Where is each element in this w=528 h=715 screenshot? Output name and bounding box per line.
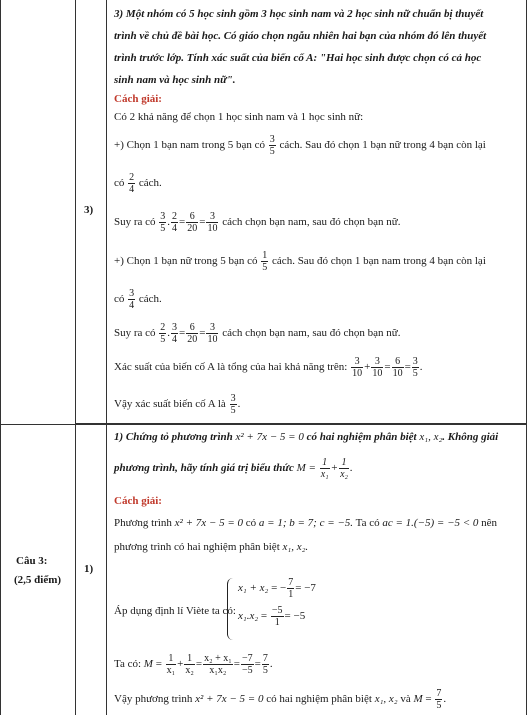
roots: x₁, x₂. xyxy=(282,541,309,553)
fraction-1-5: $\frac{1}{5}$ xyxy=(262,250,268,273)
q3-sol-line4-text: Ta có: xyxy=(114,658,142,671)
problem-3-line4: sinh nam và học sinh nữ". xyxy=(114,74,236,86)
question-points: (2,5 điểm) xyxy=(14,574,62,586)
q3-problem2-text-a: phương trình, hãy tính giá trị biểu thức xyxy=(114,462,294,475)
table-border-right xyxy=(526,0,527,715)
q3-sol-line2-text: phương trình có hai nghiệm phân biệt xyxy=(114,541,280,553)
fraction: $\frac{3}{10}$ xyxy=(207,211,218,234)
sol3-line9: Vậy xác suất biến cố A là $\frac{3}{5}$ . xyxy=(114,393,241,416)
fraction: $\frac{3}{5}$ xyxy=(412,356,418,379)
table-divider-2 xyxy=(106,0,107,715)
equation: x² + 7x − 5 = 0 xyxy=(174,517,244,529)
q3-sol-line5-b: có hai nghiệm phân biệt xyxy=(266,693,372,706)
q3-problem-text-a: 1) Chứng tỏ phương trình xyxy=(114,431,233,443)
fraction-3-4: $\frac{3}{4}$ xyxy=(129,288,135,311)
table-border-left xyxy=(0,0,1,715)
q3-problem-text-b: có hai nghiệm phân biệt xyxy=(306,431,417,443)
q3-sol-line5-c: và xyxy=(400,693,411,706)
sol3-line5 xyxy=(114,250,522,273)
sol3-line6 xyxy=(114,288,522,311)
roots: x₁, x₂ xyxy=(419,431,443,443)
equation: x² + 7x − 5 = 0 xyxy=(195,693,264,706)
q3-sol-line1-c: Ta có xyxy=(355,517,380,529)
fraction: $\frac{3}{5}$ xyxy=(160,211,166,234)
sol3-line7: Suy ra có $\frac{2}{5}$ . $\frac{3}{4}$ = $\frac{6}{20}$ = $\frac{3}{10}$ cách chọn bạn nam, sau đó chọn bạn nữ. xyxy=(114,322,401,345)
problem-3-line1: 3) Một nhóm có 5 học sinh gồm 3 học sinh nam và 2 học sinh nữ chuẩn bị thuyết xyxy=(114,8,484,20)
q3-problem-line1 xyxy=(114,427,522,447)
fraction-2-4: $\frac{2}{4}$ xyxy=(129,172,135,195)
part-label-3: 3) xyxy=(84,204,94,216)
table-divider-1 xyxy=(75,0,76,715)
sol3-line2-text-a: +) Chọn 1 bạn nam trong 5 bạn có xyxy=(114,139,266,152)
vieta-product: x₁.x₂ = $\frac{-5}{1}$ = −5 xyxy=(238,604,306,628)
sol3-line3-text-b: cách. xyxy=(138,177,162,190)
q3-sol-line2 xyxy=(114,537,522,557)
q3-sol-line1 xyxy=(114,513,522,533)
vieta-system xyxy=(238,574,316,630)
q3-sol-line5: Vậy phương trình x² + 7x − 5 = 0 có hai nghiệm phân biệt x₁, x₂ và M = $\frac{7}{5}$ . xyxy=(114,688,447,711)
problem-3-line2: trình về chủ đề bài học. Có giáo chọn ngẫu nhiên hai bạn của nhóm đó lên thuyết xyxy=(114,30,487,42)
solution-heading-q3: Cách giải: xyxy=(114,495,162,507)
equation: x² + 7x − 5 = 0 xyxy=(235,431,304,443)
q3-sol-line1-a: Phương trình xyxy=(114,517,172,529)
sol3-line7-text-a: Suy ra có xyxy=(114,327,156,340)
coefficients: a = 1; b = 7; c = −5. xyxy=(258,517,354,529)
sol3-line5-text-a: +) Chọn 1 bạn nữ trong 5 bạn có xyxy=(114,255,258,268)
sol3-line8: Xác suất của biến cố A là tổng của hai khả năng trên: $\frac{3}{10}$ + $\frac{3}{10}$ = $\frac{6}{10}$ = $\frac{3}{5}$ . xyxy=(114,356,423,379)
expression-m: M = $\frac{1}{\text{x₁}}$ + $\frac{1}{\text{x₂}}$ . xyxy=(296,457,353,480)
q3-sol-line1-b: có xyxy=(245,517,257,529)
fraction: $\frac{2}{5}$ xyxy=(160,322,166,345)
q3-sol-line4: Ta có: M = $\frac{1}{\text{x₁}}$ + $\frac{1}{\text{x₂}}$ = $\frac{\text{x₂ + x₁}}{\text{x₁x₂}}$ = $\frac{-7}{-5}$ = $\frac{7}{5}$ . xyxy=(114,653,273,676)
fraction: $\frac{3}{10}$ xyxy=(207,322,218,345)
sol3-line7-text-b: cách chọn bạn nam, sau đó chọn bạn nữ. xyxy=(222,327,401,340)
solution-heading-3: Cách giải: xyxy=(114,93,162,105)
fraction: $\frac{6}{20}$ xyxy=(187,322,198,345)
fraction: $\frac{6}{20}$ xyxy=(187,211,198,234)
sol3-line4-text-a: Suy ra có xyxy=(114,216,156,229)
ac-product: ac = 1.(−5) = −5 < 0 xyxy=(382,517,479,529)
fraction: $\frac{2}{4}$ xyxy=(172,211,178,234)
sol3-line5-text-b: cách. Sau đó chọn 1 bạn nam trong 4 bạn còn lại xyxy=(272,255,486,268)
sol3-line3-text-a: có xyxy=(114,177,125,190)
sol3-line1: Có 2 khả năng để chọn 1 học sinh nam và 1 học sinh nữ: xyxy=(114,111,364,123)
fraction: $\frac{6}{10}$ xyxy=(392,356,403,379)
vieta-sum: x₁ + x₂ = − $\frac{7}{1}$ = −7 xyxy=(238,576,316,600)
sol3-line2 xyxy=(114,134,522,157)
q3-sol-line5-a: Vậy phương trình xyxy=(114,693,193,706)
fraction: $\frac{3}{4}$ xyxy=(172,322,178,345)
sol3-line3 xyxy=(114,172,522,195)
sol3-line4: Suy ra có $\frac{3}{5}$ . $\frac{2}{4}$ = $\frac{6}{20}$ = $\frac{3}{10}$ cách chọn bạn nam, sau đó chọn bạn nữ. xyxy=(114,211,401,234)
sol3-line6-text-b: cách. xyxy=(138,293,162,306)
roots: x₁, x₂ xyxy=(374,693,398,706)
problem-3-line3: trình trước lớp. Tính xác suất của biến cố A: "Hai học sinh được chọn có cả học xyxy=(114,52,482,64)
q3-problem-line2 xyxy=(114,457,522,480)
q3-sol-line3: Áp dụng định lí Viète ta có: xyxy=(114,605,236,617)
sol3-line4-text-b: cách chọn bạn nam, sau đó chọn bạn nữ. xyxy=(222,216,401,229)
q3-problem-text-c: . Không giải xyxy=(442,431,499,443)
fraction: $\frac{3}{10}$ xyxy=(352,356,363,379)
row-divider xyxy=(0,424,526,425)
q3-sol-line1-d: nên xyxy=(481,517,498,529)
sol3-line2-text-b: cách. Sau đó chọn 1 bạn nữ trong 4 bạn còn lại xyxy=(279,139,486,152)
fraction: $\frac{3}{10}$ xyxy=(372,356,383,379)
part-label-1: 1) xyxy=(84,563,94,575)
fraction-3-5-final: $\frac{3}{5}$ xyxy=(230,393,236,416)
question-label: Câu 3: xyxy=(16,555,48,567)
fraction-3-5: $\frac{3}{5}$ xyxy=(269,134,275,157)
system-brace xyxy=(227,578,236,640)
sol3-line8-text-a: Xác suất của biến cố A là tổng của hai khả năng trên: xyxy=(114,361,348,374)
sol3-line9-text-a: Vậy xác suất biến cố A là xyxy=(114,398,226,411)
sol3-line6-text-a: có xyxy=(114,293,125,306)
